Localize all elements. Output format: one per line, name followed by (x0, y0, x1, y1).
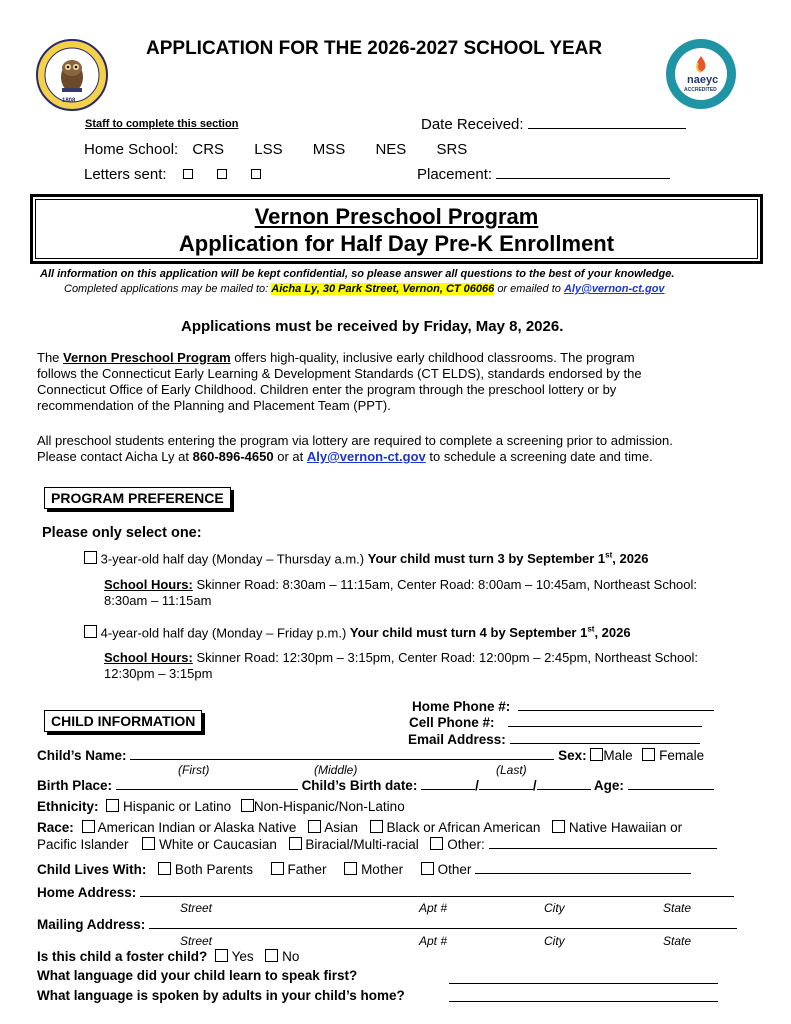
lives-with-other-field[interactable] (475, 861, 691, 874)
foster-no-checkbox[interactable] (265, 949, 278, 962)
home-school-label: Home School: (84, 141, 179, 158)
screening-paragraph (37, 433, 737, 465)
sex-label: Sex: (558, 748, 587, 763)
date-received-field[interactable] (528, 116, 686, 129)
child-name-label: Child’s Name: (37, 748, 127, 763)
option-4yr-label: 4-year-old half day (Monday – Friday p.m.) (100, 625, 347, 641)
option-4yr-requirement (350, 625, 631, 640)
race-option: Other: (447, 837, 485, 852)
date-received-label: Date Received: (421, 116, 524, 133)
program-preference-heading: PROGRAM PREFERENCE (44, 487, 231, 509)
ethnicity-option: Hispanic or Latino (123, 799, 232, 814)
district-seal (35, 38, 109, 112)
option-4yr-checkbox[interactable] (84, 625, 97, 638)
mailing-address-label: Mailing Address: (37, 917, 146, 932)
placement-field[interactable] (496, 166, 670, 179)
lives-with-checkbox[interactable] (421, 862, 434, 875)
lives-with-checkbox[interactable] (271, 862, 284, 875)
race-checkbox[interactable] (370, 820, 383, 833)
banner-application-title: Application for Half Day Pre-K Enrollment (178, 231, 615, 256)
intro-paragraph (37, 350, 737, 414)
mail-mid: or emailed to (497, 283, 561, 295)
race-option: Asian (324, 820, 358, 835)
school-option[interactable]: NES (375, 141, 407, 158)
child-name-field[interactable] (130, 747, 554, 760)
cell-phone-row (409, 714, 702, 730)
birth-place-label: Birth Place: (37, 778, 113, 793)
addr-hint-state: State (663, 901, 692, 915)
hours-text: 8:30am – 11:15am (104, 593, 212, 608)
intro-text: The (37, 350, 60, 365)
email-row (408, 731, 700, 747)
race-option: Black or African American (386, 820, 541, 835)
seal-year: 1808 (62, 98, 76, 104)
requirement-sup: st (605, 551, 613, 560)
home-phone-label: Home Phone #: (412, 699, 511, 714)
name-hint-first: (First) (178, 763, 210, 777)
screening-text: or at (277, 449, 304, 464)
race-option: Pacific Islander (37, 837, 129, 852)
email-label: Email Address: (408, 732, 506, 747)
letters-sent-checkbox[interactable] (217, 169, 227, 179)
addr-hint-city: City (544, 934, 565, 948)
mail-prefix: Completed applications may be mailed to: (64, 283, 269, 295)
race-option: Biracial/Multi-racial (305, 837, 419, 852)
select-one-label: Please only select one: (42, 525, 202, 541)
race-label: Race: (37, 820, 74, 835)
option-3yr-requirement (368, 551, 649, 566)
lives-with-option: Mother (361, 862, 404, 877)
language-home-field[interactable] (449, 988, 718, 1002)
cell-phone-label: Cell Phone #: (409, 715, 495, 730)
child-name-row (37, 747, 704, 763)
lives-with-checkbox[interactable] (344, 862, 357, 875)
email-field[interactable] (510, 731, 700, 744)
race-row-2 (37, 836, 717, 852)
screening-text: All preschool students entering the program via lottery are required to complete a screening prior to admission. (37, 433, 673, 448)
date-received-row (421, 116, 686, 133)
school-option[interactable]: LSS (254, 141, 283, 158)
child-information-heading: CHILD INFORMATION (44, 710, 202, 732)
race-checkbox[interactable] (82, 820, 95, 833)
race-checkbox[interactable] (308, 820, 321, 833)
naeyc-logo (665, 38, 737, 110)
birth-year-field[interactable] (537, 777, 591, 790)
option-3yr-label: 3-year-old half day (Monday – Thursday a.m.) (100, 551, 365, 567)
lives-with-option: Other (437, 862, 472, 877)
option-4yr (84, 625, 631, 640)
race-row (37, 820, 682, 835)
home-address-label: Home Address: (37, 885, 137, 900)
home-phone-field[interactable] (518, 698, 714, 711)
home-address-row (37, 884, 734, 900)
program-name-highlight: Vernon Preschool Program (63, 350, 231, 365)
mail-instructions (64, 283, 665, 295)
race-option: American Indian or Alaska Native (97, 820, 297, 835)
race-checkbox[interactable] (552, 820, 565, 833)
language-home-question: What language is spoken by adults in your child’s home? (37, 988, 405, 1003)
birth-date-label: Child’s Birth date: (301, 778, 418, 793)
option-3yr-hours (104, 577, 697, 609)
school-hours-label: School Hours: (104, 650, 193, 665)
ethnicity-option: Non-Hispanic/Non-Latino (253, 799, 405, 814)
language-first-question: What language did your child learn to speak first? (37, 968, 358, 983)
sex-female-checkbox[interactable] (642, 748, 655, 761)
foster-no-label: No (282, 949, 300, 964)
name-hint-middle: (Middle) (314, 763, 358, 777)
age-field[interactable] (628, 777, 714, 790)
intro-text: recommendation of the Planning and Placement Team (PPT). (37, 398, 391, 413)
school-option[interactable]: MSS (312, 141, 346, 158)
school-option[interactable]: SRS (436, 141, 468, 158)
lives-with-option: Father (287, 862, 327, 877)
cell-phone-field[interactable] (508, 714, 702, 727)
hours-text: Skinner Road: 8:30am – 11:15am, Center Road: 8:00am – 10:45am, Northeast School: (196, 577, 698, 592)
letters-sent-row (84, 166, 261, 183)
intro-text: follows the Connecticut Early Learning & Development Standards (CT ELDS), standards endorsed by the (37, 366, 642, 381)
name-hint-last: (Last) (496, 763, 527, 777)
contact-email-link[interactable]: Aly@vernon-ct.gov (306, 449, 426, 464)
page-title: APPLICATION FOR THE 2026-2027 SCHOOL YEAR (146, 38, 603, 59)
ethnicity-row (37, 799, 405, 814)
intro-text: Connecticut Office of Early Childhood. Children enter the program through the preschool lottery or by (37, 382, 617, 397)
option-3yr-checkbox[interactable] (84, 551, 97, 564)
option-3yr (84, 551, 648, 566)
program-banner (30, 194, 763, 264)
addr-hint-street: Street (180, 934, 213, 948)
intro-text: offers high-quality, inclusive early childhood classrooms. The program (234, 350, 635, 365)
confidential-note: All information on this application will be kept confidential, so please answer all questions to the best of your knowledge. (40, 268, 675, 280)
requirement-year: , 2026 (612, 551, 649, 567)
mail-email-link[interactable]: Aly@vernon-ct.gov (563, 283, 665, 295)
requirement-sup: st (587, 625, 595, 634)
hours-text: 12:30pm – 3:15pm (104, 666, 213, 681)
addr-hint-apt: Apt # (419, 934, 448, 948)
foster-yes-label: Yes (231, 949, 254, 964)
home-school-row (84, 141, 467, 158)
race-checkbox[interactable] (142, 837, 155, 850)
naeyc-brand: naeyc (687, 74, 719, 86)
race-option: White or Caucasian (159, 837, 277, 852)
sex-female-label: Female (659, 748, 705, 763)
language-first-field[interactable] (449, 970, 718, 984)
banner-program-name: Vernon Preschool Program (254, 204, 539, 229)
ethnicity-label: Ethnicity: (37, 799, 99, 814)
birth-place-field[interactable] (116, 777, 298, 790)
deadline-notice: Applications must be received by Friday, May 8, 2026. (181, 318, 564, 335)
naeyc-accredited: ACCREDITED (684, 87, 717, 93)
letters-sent-checkbox[interactable] (251, 169, 261, 179)
birth-month-field[interactable] (421, 777, 475, 790)
sex-male-checkbox[interactable] (590, 748, 603, 761)
requirement-text: Your child must turn 4 by September 1 (349, 625, 588, 641)
mailing-address-row (37, 916, 737, 932)
ethnicity-checkbox[interactable] (106, 799, 119, 812)
lives-with-row (37, 861, 691, 877)
sex-male-label: Male (603, 748, 633, 763)
birth-row: Birth Place: Child’s Birth date: / / Age: (37, 777, 714, 793)
ethnicity-checkbox[interactable] (241, 799, 254, 812)
age-label: Age: (593, 778, 624, 793)
screening-text: Please contact Aicha Ly at (37, 449, 190, 464)
home-phone-row (412, 698, 714, 714)
foster-row (37, 949, 299, 964)
placement-row (417, 166, 670, 183)
staff-section-label: Staff to complete this section (85, 118, 239, 130)
birth-day-field[interactable] (479, 777, 533, 790)
school-option[interactable]: CRS (192, 141, 225, 158)
addr-hint-street: Street (180, 901, 213, 915)
addr-hint-apt: Apt # (419, 901, 448, 915)
addr-hint-city: City (544, 901, 565, 915)
race-checkbox[interactable] (430, 837, 443, 850)
lives-with-option: Both Parents (174, 862, 253, 877)
option-4yr-hours (104, 650, 698, 682)
contact-phone: 860-896-4650 (192, 449, 274, 464)
school-hours-label: School Hours: (104, 577, 193, 592)
hours-text: Skinner Road: 12:30pm – 3:15pm, Center Road: 12:00pm – 2:45pm, Northeast School: (196, 650, 698, 665)
screening-text: to schedule a screening date and time. (429, 449, 653, 464)
lives-with-label: Child Lives With: (37, 862, 147, 877)
foster-yes-checkbox[interactable] (215, 949, 228, 962)
race-checkbox[interactable] (289, 837, 302, 850)
mail-address: Aicha Ly, 30 Park Street, Vernon, CT 06066 (271, 283, 495, 295)
requirement-year: , 2026 (594, 625, 631, 641)
home-address-field[interactable] (140, 884, 734, 897)
letters-sent-label: Letters sent: (84, 166, 167, 183)
foster-question: Is this child a foster child? (37, 949, 208, 964)
race-option: Native Hawaiian or (568, 820, 683, 835)
placement-label: Placement: (417, 166, 493, 183)
mailing-address-field[interactable] (149, 916, 737, 929)
lives-with-checkbox[interactable] (158, 862, 171, 875)
letters-sent-checkbox[interactable] (183, 169, 193, 179)
race-other-field[interactable] (489, 836, 717, 849)
requirement-text: Your child must turn 3 by September 1 (367, 551, 606, 567)
addr-hint-state: State (663, 934, 692, 948)
